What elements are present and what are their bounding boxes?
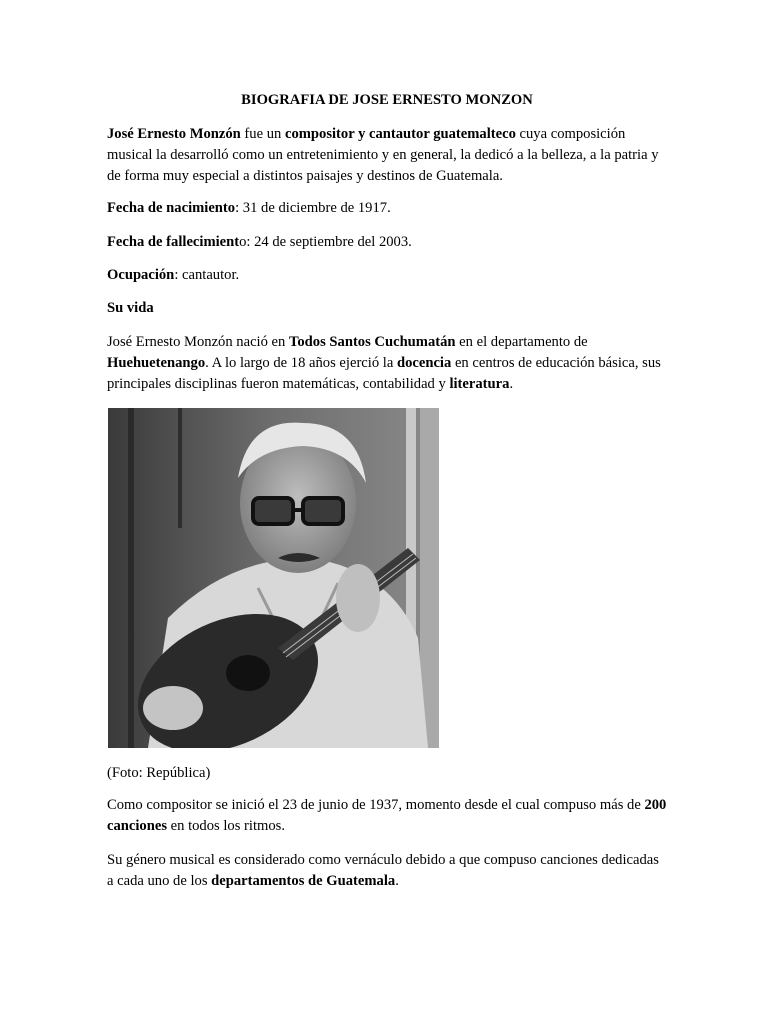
- life-literatura: literatura: [449, 376, 510, 392]
- genre-depts: departamentos de Guatemala: [211, 873, 396, 889]
- life-text-4: en centros de educación básica, sus principales disciplinas fueron matemáticas, contabilidad y: [107, 355, 661, 392]
- portrait-illustration: [108, 408, 439, 748]
- occupation-label: Ocupación: [107, 267, 175, 283]
- birth-label: Fecha de nacimiento: [107, 200, 236, 216]
- life-text-3: . A lo largo de 18 años ejerció la: [205, 355, 397, 371]
- life-text-2: en el departamento de: [455, 334, 588, 350]
- intro-role: compositor y cantautor guatemalteco: [284, 126, 516, 142]
- death-label-tail: o: [239, 234, 247, 250]
- death-value: : 24 de septiembre del 2003.: [246, 234, 412, 250]
- life-dept: Huehuetenango: [107, 355, 206, 371]
- occupation-line: [107, 265, 667, 286]
- death-line: [107, 232, 667, 253]
- birth-line: [107, 198, 667, 219]
- portrait-photo: [108, 408, 439, 748]
- intro-paragraph: [107, 124, 667, 187]
- genre-text-2: .: [395, 873, 399, 889]
- section-heading: [107, 298, 667, 319]
- life-place: Todos Santos Cuchumatán: [288, 334, 456, 350]
- intro-text-1: fue un: [240, 126, 285, 142]
- intro-text-2: cuya composición musical la desarrolló como un entretenimiento y en general, la dedicó a la belleza, a la patria y de forma muy especial a distintos paisajes y destinos de Guatemala.: [107, 126, 659, 184]
- composer-count: 200 canciones: [107, 797, 667, 834]
- death-label: Fecha de fallecimient: [107, 234, 240, 250]
- composer-text-1: Como compositor se inició el 23 de junio de 1937, momento desde el cual compuso más de: [107, 797, 645, 813]
- genre-text-1: Su género musical es considerado como vernáculo debido a que compuso canciones dedicadas a cada uno de los: [107, 852, 659, 889]
- photo-caption: (Foto: República): [107, 765, 211, 781]
- life-paragraph: [107, 332, 667, 395]
- composer-paragraph: [107, 795, 667, 837]
- intro-name: José Ernesto Monzón: [107, 126, 241, 142]
- genre-paragraph: [107, 850, 667, 892]
- occupation-value: : cantautor.: [174, 267, 240, 283]
- life-text-5: .: [509, 376, 514, 392]
- life-text-1: José Ernesto Monzón nació en: [107, 334, 289, 350]
- section-heading-text: Su vida: [107, 300, 154, 316]
- birth-value: : 31 de diciembre de 1917.: [235, 200, 391, 216]
- document-title: BIOGRAFIA DE JOSE ERNESTO MONZON: [241, 92, 533, 108]
- life-docencia: docencia: [396, 355, 452, 371]
- composer-text-2: en todos los ritmos.: [167, 818, 285, 834]
